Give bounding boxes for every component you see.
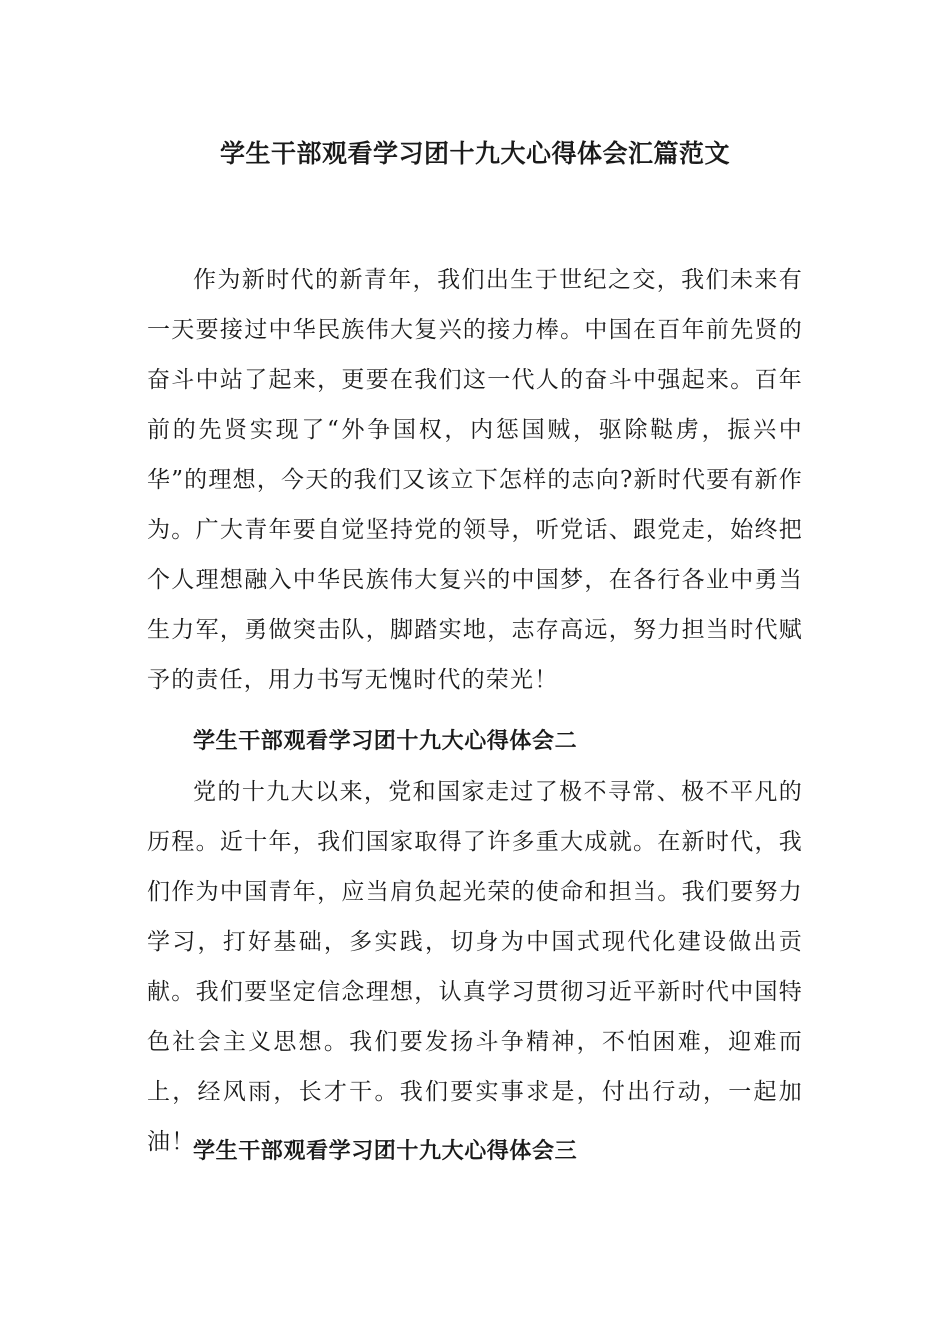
page-title: 学生干部观看学习团十九大心得体会汇篇范文: [219, 139, 730, 168]
paragraph-1: 作为新时代的新青年，我们出生于世纪之交，我们未来有一天要接过中华民族伟大复兴的接力棒。中国在百年前先贤的奋斗中站了起来，更要在我们这一代人的奋斗中强起来。百年前的先贤实现了“外争国权，内惩国贼，驱除鞑虏，振兴中华”的理想，今天的我们又该立下怎样的志向?新时代要有新作为。广大青年要自觉坚持党的领导，听党话、跟党走，始终把个人理想融入中华民族伟大复兴的中国梦，在各行各业中勇当生力军，勇做突击队，脚踏实地，志存高远，努力担当时代赋予的责任，用力书写无愧时代的荣光！: [147, 267, 803, 693]
section-heading-2: 学生干部观看学习团十九大心得体会二: [193, 729, 578, 754]
paragraph-2: 党的十九大以来，党和国家走过了极不寻常、极不平凡的历程。近十年，我们国家取得了许多重大成就。在新时代，我们作为中国青年，应当肩负起光荣的使命和担当。我们要努力学习，打好基础，多实践，切身为中国式现代化建设做出贡献。我们要坚定信念理想，认真学习贯彻习近平新时代中国特色社会主义思想。我们要发扬斗争精神，不怕困难，迎难而上，经风雨，长才干。我们要实事求是，付出行动，一起加油！: [147, 779, 803, 1155]
section-heading-3: 学生干部观看学习团十九大心得体会三: [193, 1139, 578, 1164]
